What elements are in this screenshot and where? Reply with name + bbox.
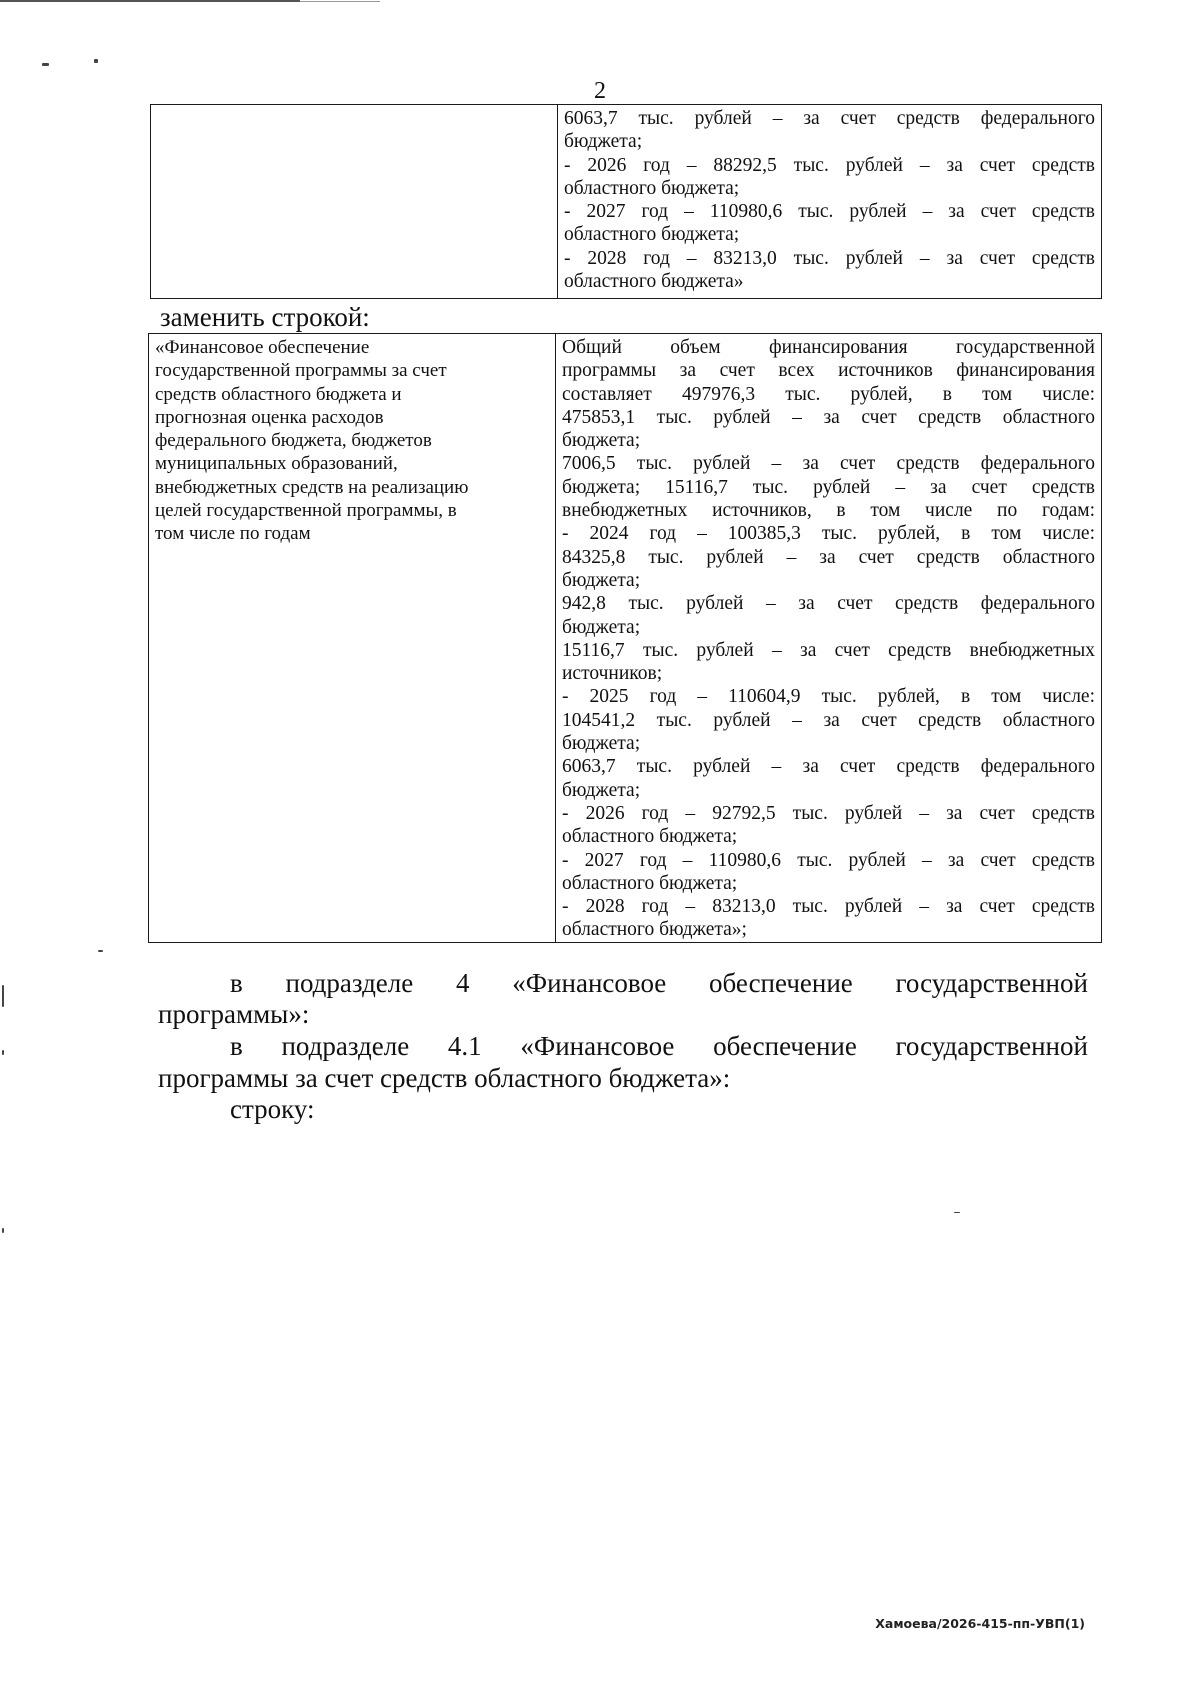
financing-line: бюджета;: [562, 733, 641, 755]
paragraph-subsection-4: [230, 968, 1088, 998]
financing-line: источников;: [562, 663, 663, 685]
financing-line: составляет 497976,3 тыс. рублей, в том числе:: [562, 383, 1095, 405]
financing-line: - 2028 год – 83213,0 тыс. рублей – за счет средств: [562, 896, 1095, 918]
financing-line: областного бюджета»: [564, 271, 744, 293]
financing-line: бюджета;: [562, 430, 641, 452]
financing-line: - 2024 год – 100385,3 тыс. рублей, в том числе:: [562, 523, 1095, 545]
scan-edge-line: [0, 0, 300, 2]
financing-line: областного бюджета;: [564, 177, 740, 199]
financing-line: 7006,5 тыс. рублей – за счет средств федерального: [562, 453, 1095, 475]
paragraph-word: государственной: [895, 968, 1088, 998]
scan-speck: [42, 63, 49, 66]
paragraph-subsection-4-1: [230, 1031, 1088, 1061]
title-line: муниципальных образований,: [155, 453, 398, 475]
table-cell-empty: [151, 105, 558, 299]
scan-speck: [2, 985, 4, 1007]
title-line: том числе по годам: [155, 523, 311, 545]
financing-line: 6063,7 тыс. рублей – за счет средств федерального: [564, 108, 1095, 129]
paragraph-word: «Финансовое: [512, 968, 667, 998]
financing-line: областного бюджета;: [564, 224, 740, 246]
financing-line: - 2027 год – 110980,6 тыс. рублей – за счет средств: [564, 201, 1095, 223]
financing-line: бюджета; 15116,7 тыс. рублей – за счет средств: [562, 476, 1095, 498]
page-number: 2: [594, 78, 606, 104]
financing-line: областного бюджета;: [562, 872, 738, 894]
financing-line: 15116,7 тыс. рублей – за счет средств внебюджетных: [562, 639, 1095, 661]
financing-line: 104541,2 тыс. рублей – за счет средств областного: [562, 709, 1095, 731]
financing-line: 475853,1 тыс. рублей – за счет средств областного: [562, 406, 1095, 428]
financing-text: [564, 107, 1095, 293]
table-cell-title: [149, 334, 556, 943]
paragraph-word: в: [230, 968, 243, 998]
table-row: [151, 105, 1102, 299]
financing-line: - 2025 год – 110604,9 тыс. рублей, в том числе:: [562, 686, 1095, 708]
paragraph-word: подразделе: [285, 968, 414, 998]
title-line: целей государственной программы, в: [155, 500, 457, 522]
title-line: внебюджетных средств на реализацию: [155, 476, 469, 498]
title-line: прогнозная оценка расходов: [155, 406, 384, 428]
financing-line: областного бюджета»;: [562, 919, 747, 941]
financing-line: бюджета;: [562, 779, 641, 801]
paragraph-word: государственной: [895, 1031, 1088, 1061]
document-code: Хамоева/2026-415-пп-УВП(1): [875, 1616, 1085, 1631]
financing-line: внебюджетных источников, в том числе по годам:: [562, 500, 1095, 522]
paragraph-subsection-4-1-cont: программы за счет средств областного бюджета»:: [158, 1063, 731, 1093]
scan-speck: [2, 1228, 4, 1233]
paragraph-word: 4.1: [447, 1031, 482, 1061]
financing-table-old: [150, 104, 1102, 299]
financing-line: Общий объем финансирования государственной: [562, 337, 1095, 358]
paragraph-word: «Финансовое: [520, 1031, 675, 1061]
paragraph-word: обеспечение: [713, 1031, 857, 1061]
financing-line: областного бюджета;: [562, 826, 738, 848]
table-row: [149, 334, 1102, 943]
scan-speck: [954, 1212, 960, 1213]
financing-line: - 2026 год – 92792,5 тыс. рублей – за счет средств: [562, 802, 1095, 824]
title-line: федерального бюджета, бюджетов: [155, 430, 432, 452]
scan-speck: [2, 1050, 4, 1055]
paragraph-word: подразделе: [281, 1031, 410, 1061]
scan-speck: [98, 950, 103, 952]
paragraph-subsection-4-cont: программы»:: [158, 999, 310, 1029]
financing-line: бюджета;: [562, 569, 641, 591]
scan-edge-line: [300, 1, 380, 2]
financing-line: 942,8 тыс. рублей – за счет средств федерального: [562, 593, 1095, 615]
title-line: «Финансовое обеспечение: [155, 337, 370, 358]
paragraph-row-label: строку:: [230, 1094, 315, 1124]
financing-line: - 2026 год – 88292,5 тыс. рублей – за счет средств: [564, 154, 1095, 176]
replace-label: заменить строкой:: [160, 302, 370, 332]
title-line: государственной программы за счет: [155, 360, 447, 382]
financing-table-new: [148, 333, 1102, 943]
scan-speck: [94, 59, 98, 63]
financing-line: программы за счет всех источников финансирования: [562, 360, 1095, 382]
program-financing-title: [155, 336, 549, 546]
title-line: средств областного бюджета и: [155, 383, 402, 405]
financing-line: 84325,8 тыс. рублей – за счет средств областного: [562, 546, 1095, 568]
financing-line: - 2027 год – 110980,6 тыс. рублей – за счет средств: [562, 849, 1095, 871]
financing-line: - 2028 год – 83213,0 тыс. рублей – за счет средств: [564, 247, 1095, 269]
paragraph-word: обеспечение: [709, 968, 853, 998]
financing-text: [562, 336, 1095, 942]
table-cell-financing-old: [558, 105, 1102, 299]
financing-line: бюджета;: [562, 616, 641, 638]
table-cell-financing-new: [556, 334, 1102, 943]
financing-line: 6063,7 тыс. рублей – за счет средств федерального: [562, 756, 1095, 778]
financing-line: бюджета;: [564, 131, 643, 153]
paragraph-word: в: [230, 1031, 243, 1061]
paragraph-word: 4: [456, 968, 470, 998]
